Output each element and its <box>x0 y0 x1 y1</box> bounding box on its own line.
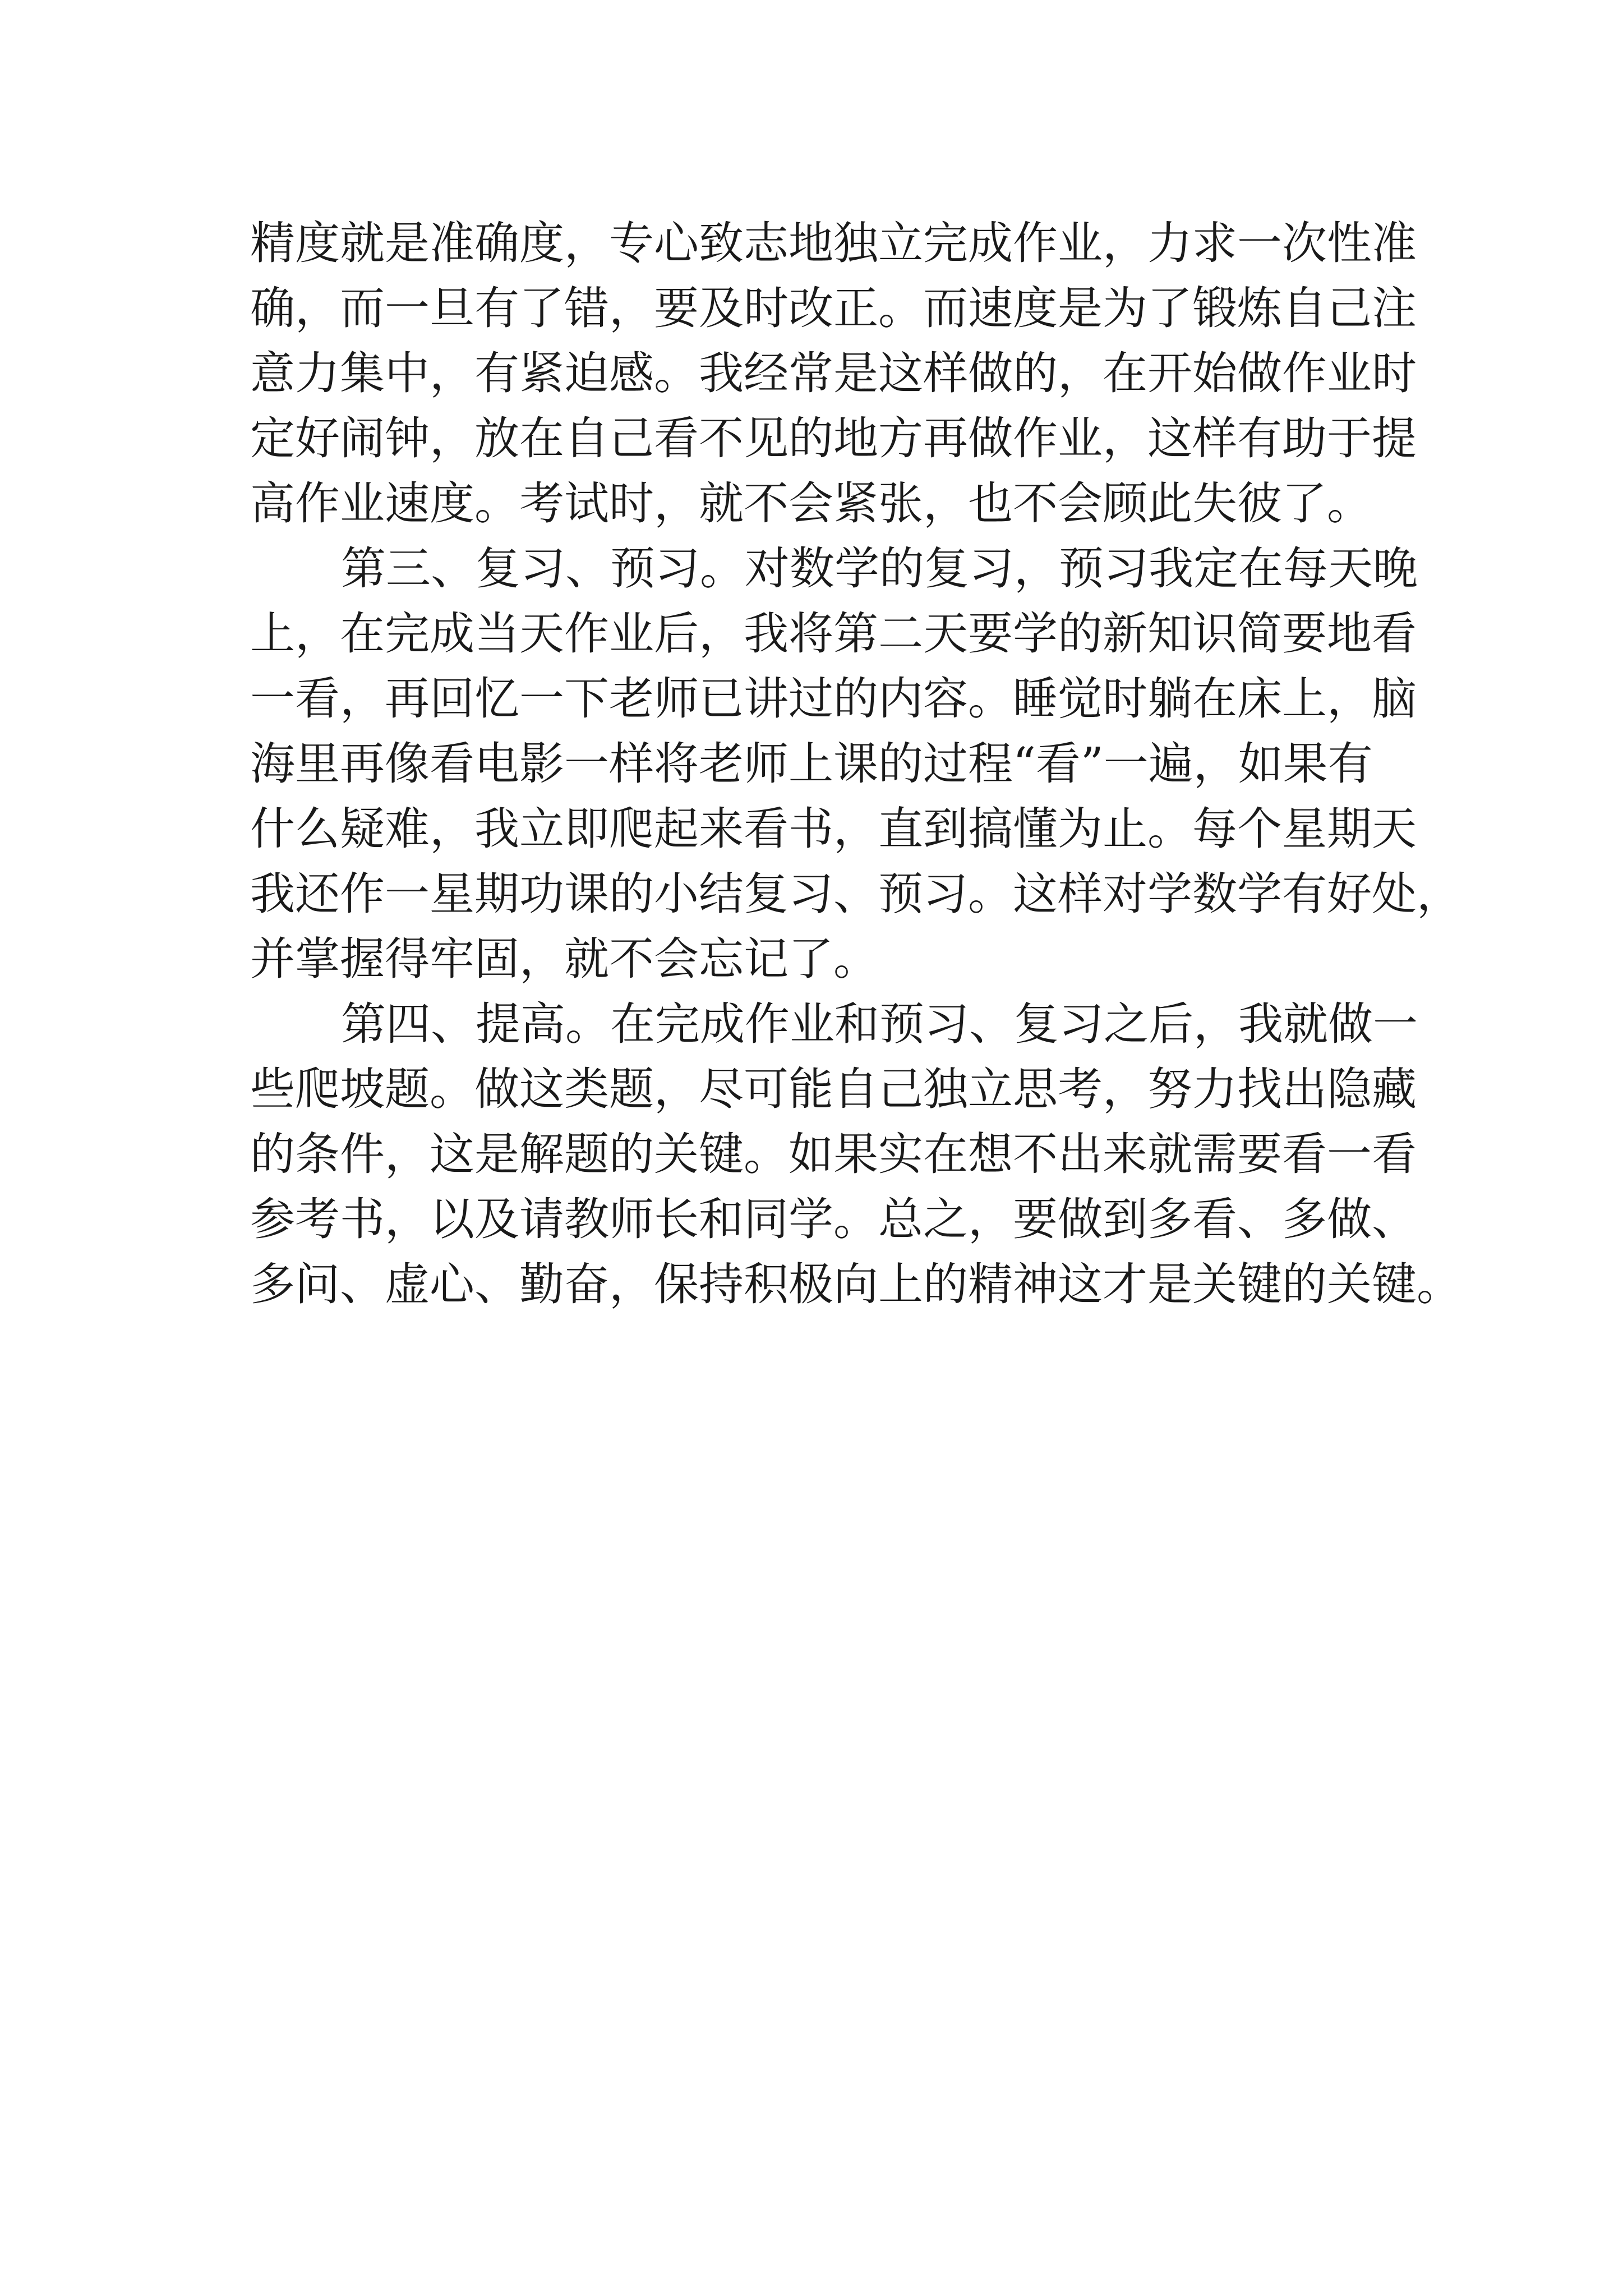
paragraph-line: 海里再像看电影一样将老师上课的过程“看”一遍，如果有 <box>250 738 1373 790</box>
paragraph-line: 些爬坡题。做这类题，尽可能自己独立思考，努力找出隐藏 <box>250 1063 1417 1115</box>
paragraph-line: 第四、提高。在完成作业和预习、复习之后，我就做一 <box>341 998 1418 1050</box>
paragraph-line: 我还作一星期功课的小结复习、预习。这样对学数学有好处， <box>250 868 1461 920</box>
paragraph-line: 的条件，这是解题的关键。如果实在想不出来就需要看一看 <box>250 1128 1417 1180</box>
paragraph-line: 多问、虚心、勤奋，保持积极向上的精神这才是关键的关键。 <box>250 1258 1461 1310</box>
paragraph-line: 并掌握得牢固，就不会忘记了。 <box>250 933 878 985</box>
paragraph-line: 意力集中，有紧迫感。我经常是这样做的，在开始做作业时 <box>250 347 1417 399</box>
paragraph-2 <box>250 536 1461 992</box>
paragraph-line: 定好闹钟，放在自己看不见的地方再做作业，这样有助于提 <box>250 412 1417 464</box>
paragraph-line: 高作业速度。考试时，就不会紧张，也不会顾此失彼了。 <box>250 477 1372 530</box>
paragraph-line: 精度就是准确度，专心致志地独立完成作业，力求一次性准 <box>250 217 1417 269</box>
paragraph-line: 上，在完成当天作业后，我将第二天要学的新知识简要地看 <box>250 608 1417 660</box>
paragraph-line: 一看，再回忆一下老师已讲过的内容。睡觉时躺在床上，脑 <box>250 673 1417 725</box>
paragraph-line: 什么疑难，我立即爬起来看书，直到搞懂为止。每个星期天 <box>250 803 1417 855</box>
paragraph-line: 第三、复习、预习。对数学的复习，预习我定在每天晚 <box>341 542 1418 595</box>
paragraph-3 <box>250 992 1461 1317</box>
paragraph-line: 确，而一旦有了错，要及时改正。而速度是为了锻炼自己注 <box>250 282 1417 334</box>
paragraph-line: 参考书，以及请教师长和同学。总之，要做到多看、多做、 <box>250 1193 1417 1245</box>
document-body <box>250 211 1461 1317</box>
paragraph-1 <box>250 211 1417 536</box>
